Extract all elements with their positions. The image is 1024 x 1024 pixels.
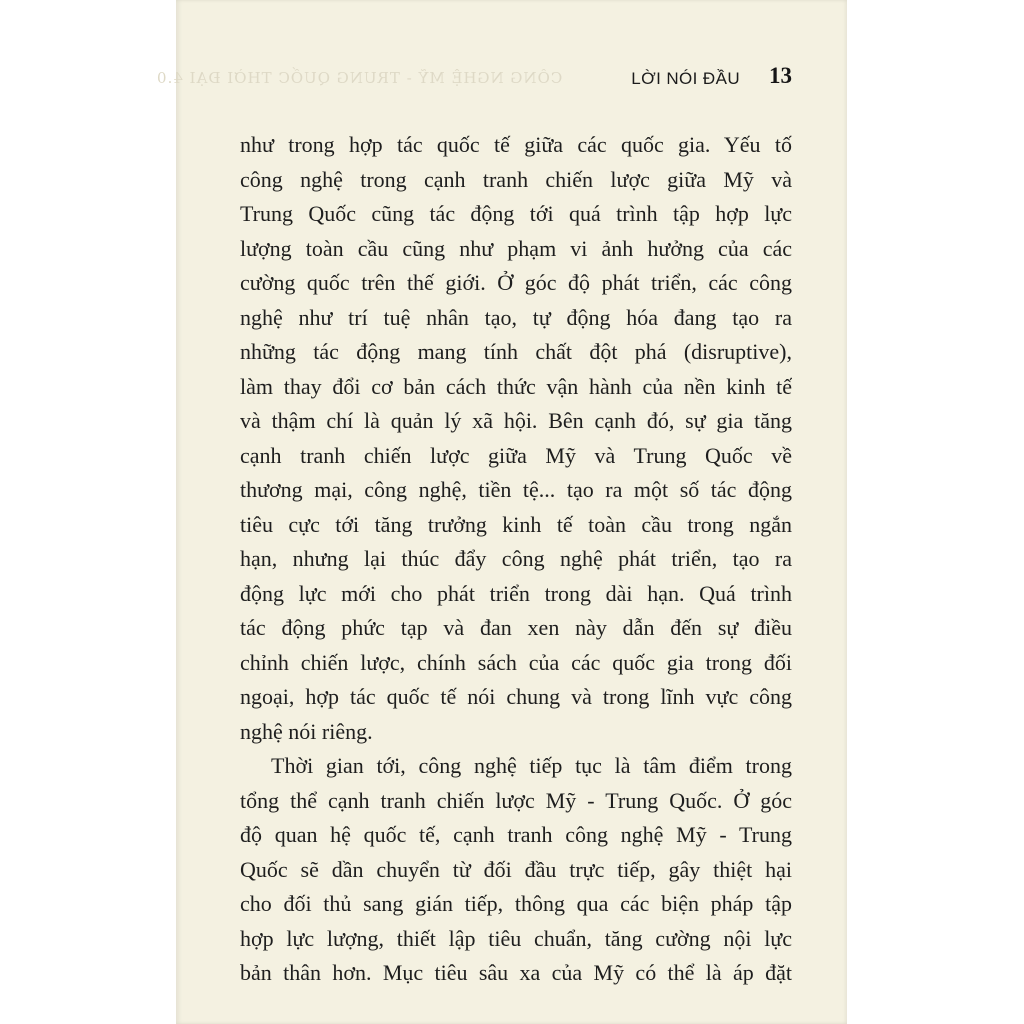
text-line: tác động phức tạp và đan xen này dẫn đến sự điều	[240, 615, 792, 640]
page-number: 13	[769, 63, 792, 88]
body-text	[240, 128, 792, 991]
book-page	[155, 0, 847, 1024]
text-line: làm thay đổi cơ bản cách thức vận hành của nền kinh tế	[240, 373, 792, 399]
text-line: lượng toàn cầu cũng như phạm vi ảnh hưởng của các	[240, 235, 792, 261]
text-line: Trung Quốc cũng tác động tới quá trình tập hợp lực	[240, 201, 792, 226]
text-line: độ quan hệ quốc tế, cạnh tranh công nghệ Mỹ - Trung	[240, 822, 792, 847]
text-line: tiêu cực tới tăng trưởng kinh tế toàn cầu trong ngắn	[240, 511, 792, 537]
text-line: cường quốc trên thế giới. Ở góc độ phát triển, các công	[240, 270, 792, 295]
text-line: bản thân hơn. Mục tiêu sâu xa của Mỹ có thể là áp đặt	[240, 960, 792, 985]
text-line: cạnh tranh chiến lược giữa Mỹ và Trung Quốc về	[240, 442, 792, 468]
text-line: hạn, nhưng lại thúc đẩy công nghệ phát triển, tạo ra	[240, 546, 792, 571]
running-title: LỜI NÓI ĐẦU	[631, 69, 740, 88]
text-line: như trong hợp tác quốc tế giữa các quốc gia. Yếu tố	[240, 132, 792, 157]
text-line: công nghệ trong cạnh tranh chiến lược giữa Mỹ và	[240, 166, 792, 192]
page-header	[155, 62, 792, 92]
text-line: và thậm chí là quản lý xã hội. Bên cạnh đó, sự gia tăng	[240, 408, 792, 433]
text-line: ngoại, hợp tác quốc tế nói chung và trong lĩnh vực công	[240, 684, 792, 709]
text-line: những tác động mang tính chất đột phá (disruptive),	[240, 339, 792, 364]
text-line: chỉnh chiến lược, chính sách của các quốc gia trong đối	[240, 649, 792, 675]
text-line: hợp lực lượng, thiết lập tiêu chuẩn, tăng cường nội lực	[240, 925, 792, 951]
text-line: thương mại, công nghệ, tiền tệ... tạo ra một số tác động	[240, 477, 792, 502]
text-line: tổng thể cạnh tranh chiến lược Mỹ - Trung Quốc. Ở góc	[240, 787, 792, 813]
text-line: cho đối thủ sang gián tiếp, thông qua các biện pháp tập	[240, 891, 792, 916]
text-line: nghệ như trí tuệ nhân tạo, tự động hóa đang tạo ra	[240, 304, 792, 330]
paragraph-end-line: nghệ nói riêng.	[240, 718, 373, 744]
text-line: Quốc sẽ dần chuyển từ đối đầu trực tiếp, gây thiệt hại	[240, 856, 792, 882]
text-line: động lực mới cho phát triển trong dài hạn. Quá trình	[240, 580, 792, 606]
paragraph-start-line: Thời gian tới, công nghệ tiếp tục là tâm điểm trong	[271, 753, 792, 778]
bleed-through-text: CÔNG NGHỆ MỸ - TRUNG QUỐC THỜI ĐẠI 4.0	[155, 69, 562, 87]
